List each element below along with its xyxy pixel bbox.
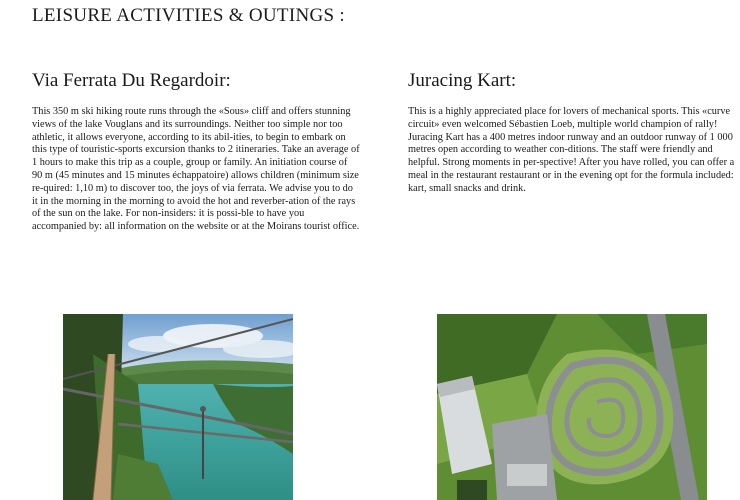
juracing-kart-photo [437,314,707,500]
juracing-kart-description: This is a highly appreciated place for lovers of mechanical sports. This «curve circuit» even welcomed Sébastien Loeb, multiple world champion of rally! Juracing Kart has a 400 metres indoor runway and an outdoor runway of 1 000 metres open according to weather con-ditions. The staff were friendly and helpful. Strong moments in per-spective! After you have rolled, you can offer a meal in the restaurant restaurant or in the evening opt for the formula included: kart, small snacks and drink. [408,106,735,194]
bridge-lake-image [63,314,293,500]
kart-track-aerial-image [437,314,707,500]
via-ferrata-description: This 350 m ski hiking route runs through the «Sous» cliff and offers stunning views of the lake Vouglans and its surroundings. Neither too simple nor too athletic, it allows everyone, according to its abil-ities, to begin to embark on this type of touristic-sports excursion thanks to 2 itineraries. Take an average of 1 hours to make this trip as a couple, group or family. An initiation course of 90 m (45 minutes and 15 minutes échappatoire) allows children (minimum size re-quired: 1,10 m) to discover too, the joys of via ferrata. We advise you to do it in the morning in the morning to avoid the hot and reverber-ation of the rays of the sun on the lake. For non-insiders: it is possi-ble to have you accompanied by: all information on the website or at the Moirans tourist office. [32,106,360,233]
via-ferrata-heading: Via Ferrata Du Regardoir: [32,70,231,91]
page-title: LEISURE ACTIVITIES & OUTINGS : [32,5,345,26]
via-ferrata-section [32,70,360,234]
via-ferrata-photo [63,314,293,500]
juracing-kart-section [408,70,738,196]
juracing-kart-heading: Juracing Kart: [408,70,517,91]
